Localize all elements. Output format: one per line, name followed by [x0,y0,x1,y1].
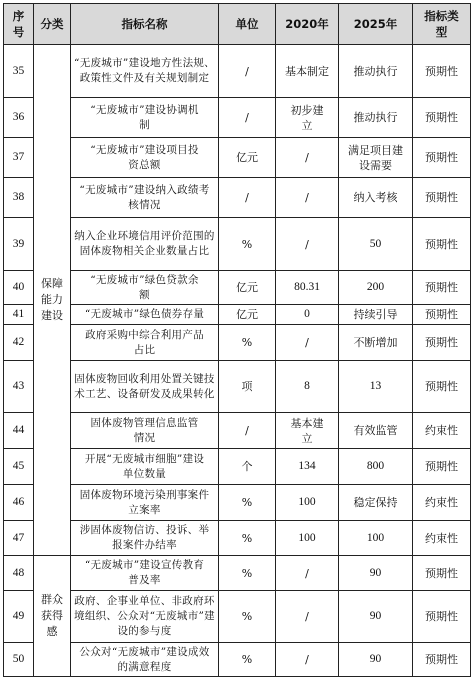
unit: / [219,413,276,449]
indicator-name: “无废城市”绿色贷款余额 [71,271,219,305]
value-2025: 有效监管 [339,413,413,449]
indicator-table-container [3,3,471,677]
header-2025: 2025年 [339,4,413,45]
row-no: 40 [4,271,34,305]
value-2025: 100 [339,521,413,556]
row-no: 43 [4,361,34,413]
indicator-name: “无废城市”建设纳入政绩考核情况 [71,178,219,218]
unit: % [219,485,276,521]
value-2025: 800 [339,449,413,485]
row-no: 38 [4,178,34,218]
value-2020: / [276,325,339,361]
indicator-name: 公众对“无废城市”建设成效的满意程度 [71,643,219,677]
table-row [4,138,471,178]
row-no: 49 [4,591,34,643]
value-2020: 134 [276,449,339,485]
indicator-name: “无废城市”绿色债券存量 [71,305,219,325]
table-row [4,556,471,591]
unit: % [219,643,276,677]
row-no: 35 [4,45,34,98]
indicator-type: 预期性 [413,218,471,271]
value-2025: 满足项目建设需要 [339,138,413,178]
row-no: 39 [4,218,34,271]
unit: / [219,45,276,98]
table-row [4,325,471,361]
value-2020: 初步建立 [276,98,339,138]
header-no: 序号 [4,4,34,45]
indicator-type: 预期性 [413,449,471,485]
unit: 亿元 [219,138,276,178]
row-no: 36 [4,98,34,138]
row-no: 37 [4,138,34,178]
value-2020: / [276,218,339,271]
indicator-type: 预期性 [413,556,471,591]
unit: % [219,521,276,556]
value-2025: 不断增加 [339,325,413,361]
indicator-name: “无废城市”建设项目投资总额 [71,138,219,178]
indicator-name: 政府采购中综合利用产品占比 [71,325,219,361]
unit: % [219,591,276,643]
unit: % [219,325,276,361]
header-2020: 2020年 [276,4,339,45]
header-row [4,4,471,45]
unit: / [219,98,276,138]
value-2025: 90 [339,643,413,677]
header-indicator-type: 指标类型 [413,4,471,45]
category-label: 群众获得感 [41,593,63,638]
value-2025: 持续引导 [339,305,413,325]
indicator-type: 预期性 [413,45,471,98]
indicator-type: 预期性 [413,643,471,677]
row-no: 42 [4,325,34,361]
value-2025: 90 [339,591,413,643]
value-2020: / [276,643,339,677]
category-label: 保障能力建设 [41,277,63,322]
row-no: 45 [4,449,34,485]
unit: 个 [219,449,276,485]
unit: 亿元 [219,271,276,305]
indicator-name: 纳入企业环境信用评价范围的固体废物相关企业数量占比 [71,218,219,271]
value-2025: 200 [339,271,413,305]
indicator-type: 预期性 [413,305,471,325]
indicator-type: 约束性 [413,413,471,449]
value-2020: / [276,138,339,178]
indicator-type: 预期性 [413,271,471,305]
row-no: 44 [4,413,34,449]
unit: / [219,178,276,218]
value-2025: 纳入考核 [339,178,413,218]
value-2020: 100 [276,521,339,556]
indicator-name: 开展“无废城市细胞”建设单位数量 [71,449,219,485]
value-2025: 推动执行 [339,98,413,138]
value-2020: 基本制定 [276,45,339,98]
indicator-type: 预期性 [413,361,471,413]
value-2020: / [276,591,339,643]
table-row [4,361,471,413]
indicator-type: 约束性 [413,485,471,521]
row-no: 47 [4,521,34,556]
value-2025: 稳定保持 [339,485,413,521]
value-2025: 推动执行 [339,45,413,98]
indicator-type: 预期性 [413,138,471,178]
indicator-name: 固体废物管理信息监管情况 [71,413,219,449]
indicator-type: 预期性 [413,178,471,218]
unit: % [219,218,276,271]
indicator-name: “无废城市”建设地方性法规、政策性文件及有关规划制定 [71,45,219,98]
indicator-name: 固体废物环境污染刑事案件立案率 [71,485,219,521]
header-indicator-name: 指标名称 [71,4,219,45]
row-no: 41 [4,305,34,325]
unit: 亿元 [219,305,276,325]
row-no: 46 [4,485,34,521]
indicator-name: 政府、企事业单位、非政府环境组织、公众对“无废城市”建设的参与度 [71,591,219,643]
indicator-type: 预期性 [413,591,471,643]
indicator-type: 预期性 [413,325,471,361]
table-row [4,591,471,643]
unit: 项 [219,361,276,413]
indicator-name: 固体废物回收利用处置关键技术工艺、设备研发及成果转化 [71,361,219,413]
value-2020: 100 [276,485,339,521]
indicator-table [3,3,471,677]
table-row [4,413,471,449]
value-2025: 50 [339,218,413,271]
value-2025: 13 [339,361,413,413]
table-row [4,449,471,485]
value-2020: 8 [276,361,339,413]
value-2020: 基本建立 [276,413,339,449]
table-row [4,178,471,218]
value-2020: 0 [276,305,339,325]
indicator-name: “无废城市”建设宣传教育普及率 [71,556,219,591]
value-2020: / [276,556,339,591]
unit: % [219,556,276,591]
table-row [4,218,471,271]
table-row [4,98,471,138]
table-row [4,643,471,677]
indicator-type: 约束性 [413,521,471,556]
category-cell [34,45,71,556]
category-cell [34,556,71,677]
indicator-name: “无废城市”建设协调机制 [71,98,219,138]
value-2020: 80.31 [276,271,339,305]
table-row [4,485,471,521]
table-row [4,521,471,556]
header-category: 分类 [34,4,71,45]
value-2020: / [276,178,339,218]
indicator-type: 预期性 [413,98,471,138]
table-row [4,305,471,325]
table-row [4,45,471,98]
value-2025: 90 [339,556,413,591]
row-no: 50 [4,643,34,677]
header-unit: 单位 [219,4,276,45]
indicator-name: 涉固体废物信访、投诉、举报案件办结率 [71,521,219,556]
row-no: 48 [4,556,34,591]
table-row [4,271,471,305]
